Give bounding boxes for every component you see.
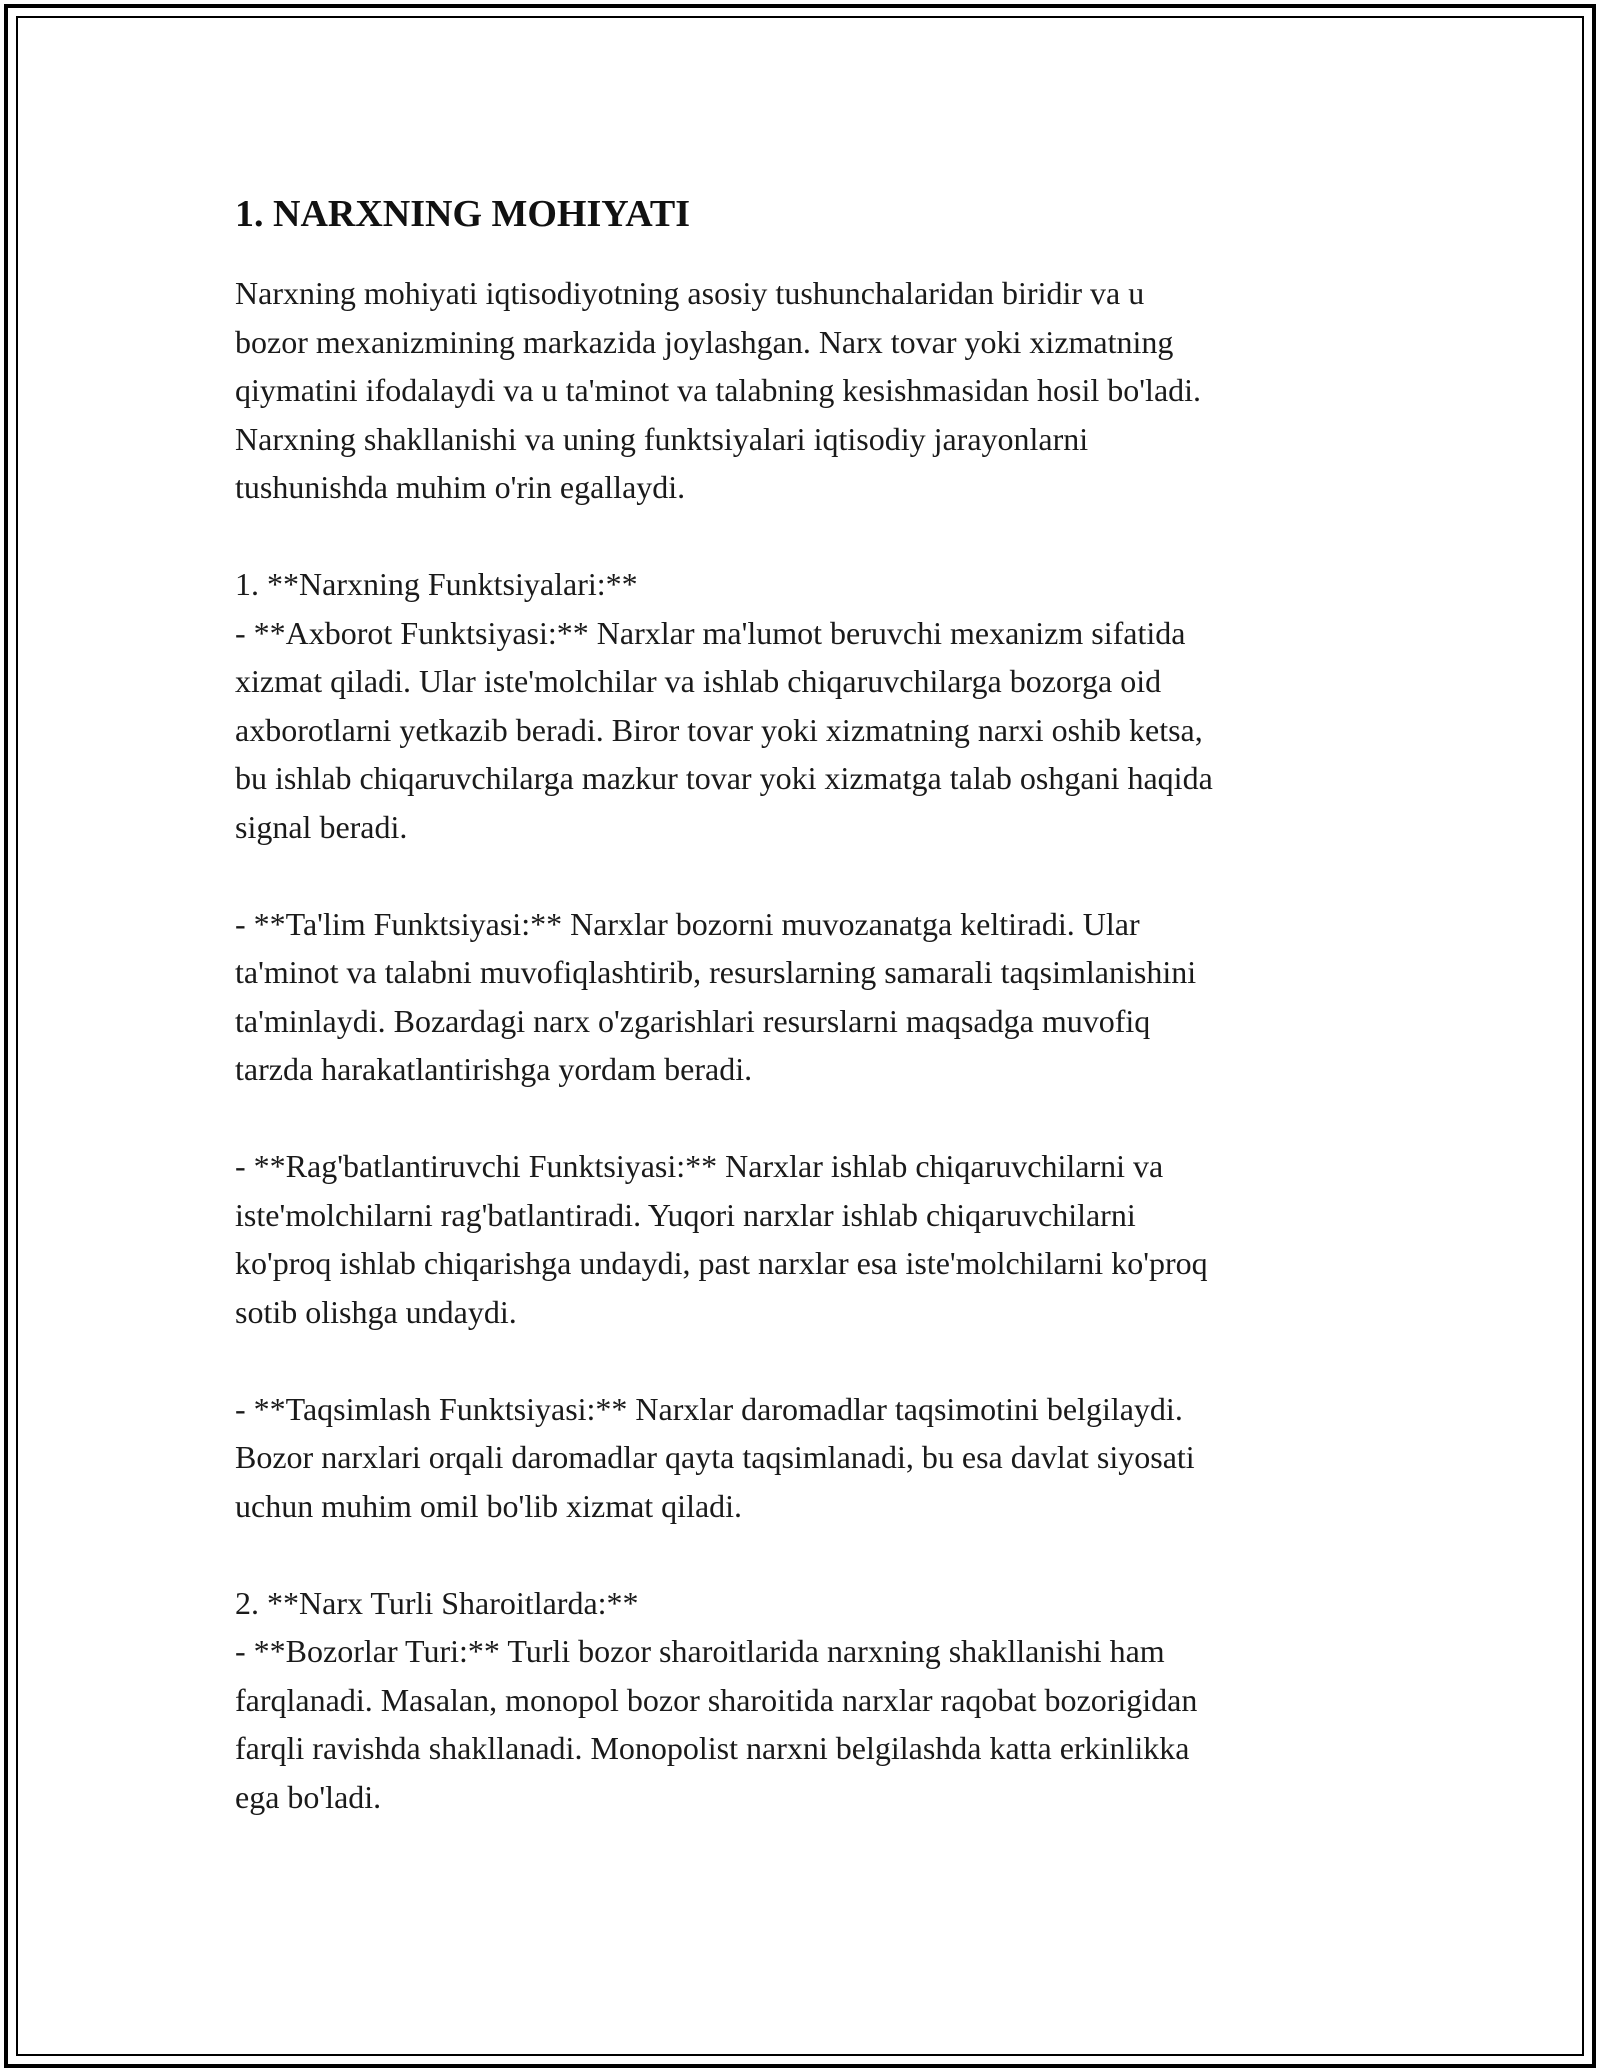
paragraph-axborot-funktsiyasi: 1. **Narxning Funktsiyalari:** - **Axborot Funktsiyasi:** Narxlar ma'lumot beruvchi mexanizm sifatida xizmat qiladi. Ular iste'molchilar va ishlab chiqaruvchilarga bozorga oid axborotlarni yetkazib beradi. Biror tovar yoki xizmatning narxi oshib ketsa, bu ishlab chiqaruvchilarga mazkur tovar yoki xizmatga talab oshgani haqida signal beradi. bbox=[235, 566, 1213, 845]
paragraph-talim-funktsiyasi: - **Ta'lim Funktsiyasi:** Narxlar bozorni muvozanatga keltiradi. Ular ta'minot va talabni muvofiqlashtirib, resurslarning samarali taqsimlanishini ta'minlaydi. Bozardagi narx o'zgarishlari resurslarni maqsadga muvofiq tarzda harakatlantirishga yordam beradi. bbox=[235, 905, 1197, 1087]
document-body bbox=[235, 185, 1370, 1870]
paragraph-taqsimlash-funktsiyasi: - **Taqsimlash Funktsiyasi:** Narxlar daromadlar taqsimotini belgilaydi. Bozor narxlari orqali daromadlar qayta taqsimlanadi, bu esa davlat siyosati uchun muhim omil bo'lib xizmat qiladi. bbox=[235, 1390, 1195, 1524]
paragraph-intro: Narxning mohiyati iqtisodiyotning asosiy tushunchalaridan biridir va u bozor mexanizmining markazida joylashgan. Narx tovar yoki xizmatning qiymatini ifodalaydi va u ta'minot va talabning kesishmasidan hosil bo'ladi. Narxning shakllanishi va uning funktsiyalari iqtisodiy jarayonlarni tushunishda muhim o'rin egallaydi. bbox=[235, 275, 1202, 505]
paragraph-bozorlar-turi: 2. **Narx Turli Sharoitlarda:** - **Bozorlar Turi:** Turli bozor sharoitlarida narxning shakllanishi ham farqlanadi. Masalan, monopol bozor sharoitida narxlar raqobat bozorigidan farqli ravishda shakllanadi. Monopolist narxni belgilashda katta erkinlikka ega bo'ladi. bbox=[235, 1584, 1198, 1815]
paragraph-ragbatlantiruvchi-funktsiyasi: - **Rag'batlantiruvchi Funktsiyasi:** Narxlar ishlab chiqaruvchilarni va iste'molchilarni rag'batlantiradi. Yuqori narxlar ishlab chiqaruvchilarni ko'proq ishlab chiqarishga undaydi, past narxlar esa iste'molchilarni ko'proq sotib olishga undaydi. bbox=[235, 1148, 1208, 1330]
section-title: 1. NARXNING MOHIYATI bbox=[235, 193, 690, 235]
